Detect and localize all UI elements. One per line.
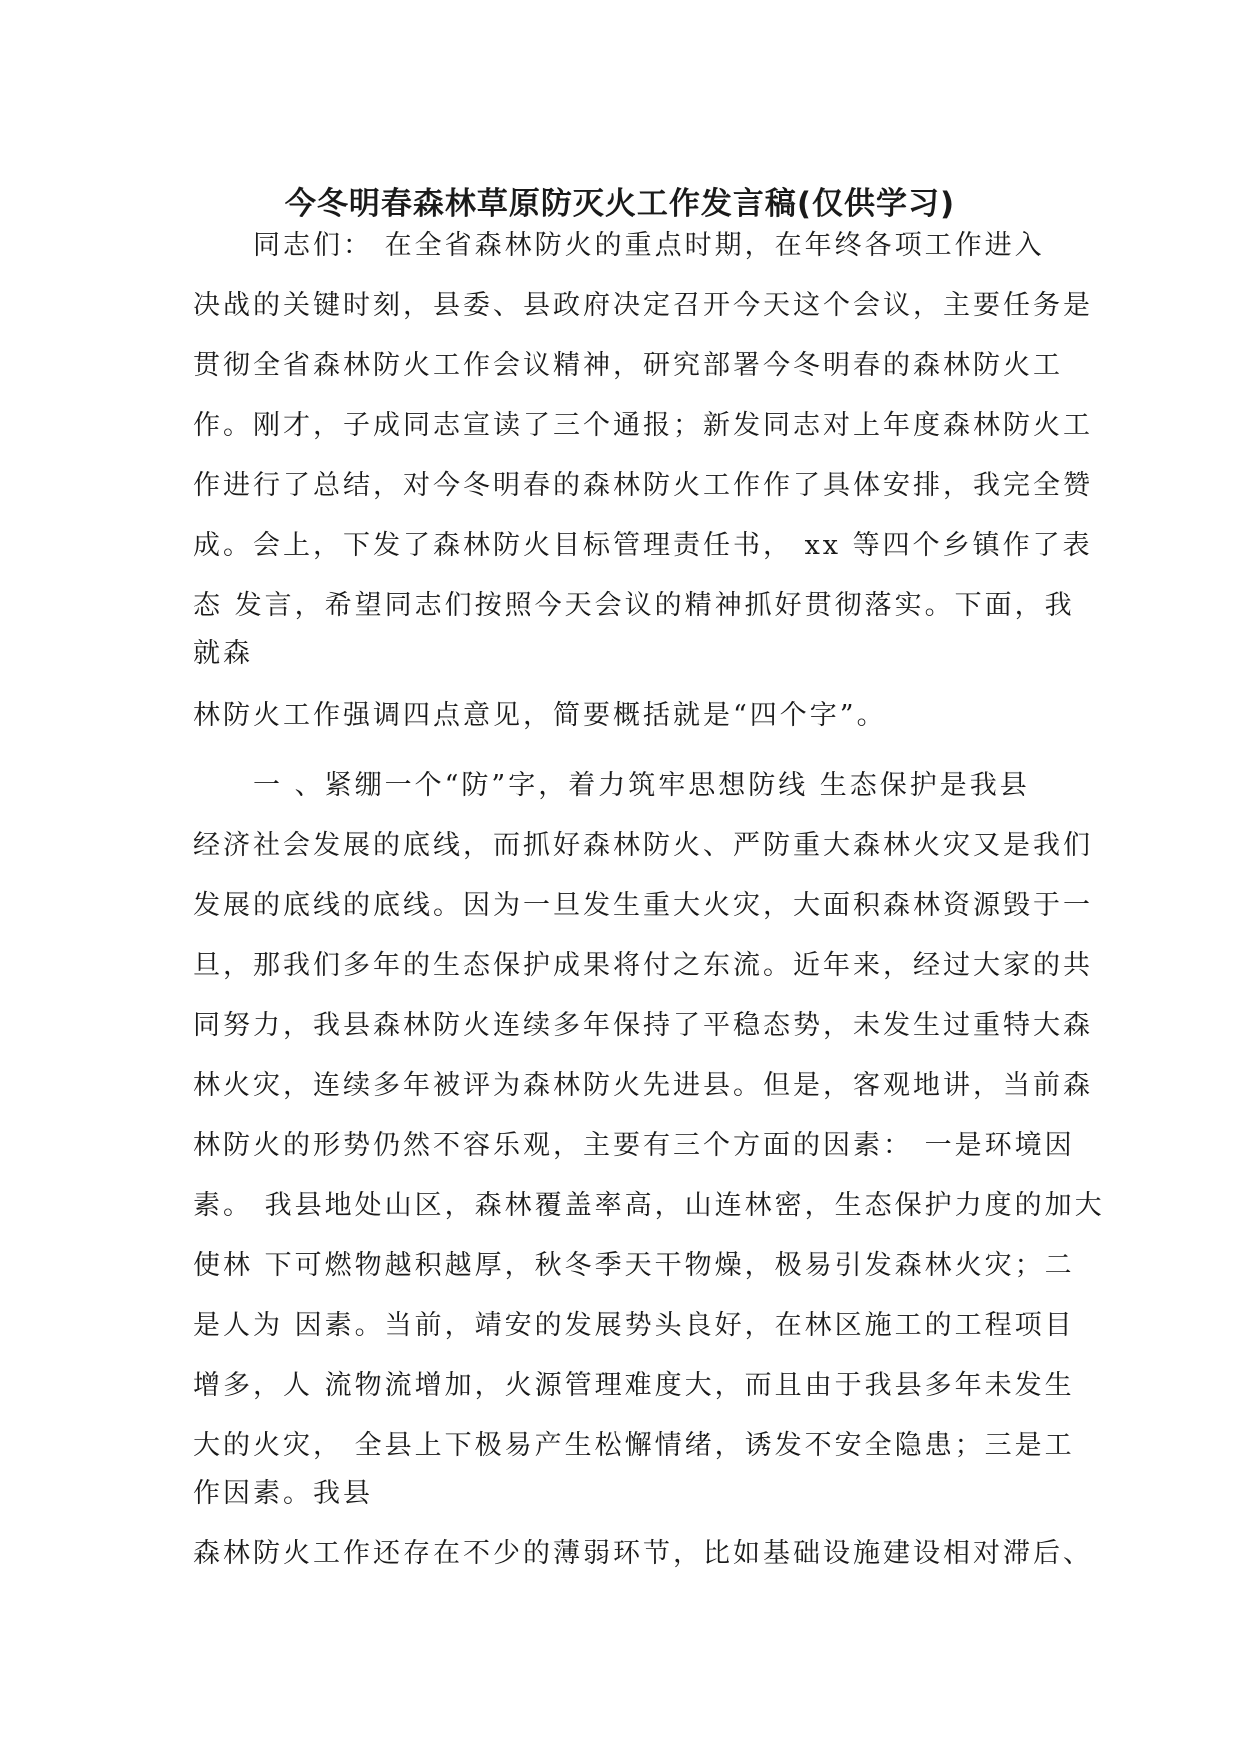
text-line: 同努力，我县森林防火连续多年保持了平稳态势，未发生过重特大森 — [193, 1010, 1093, 1041]
text-line: 增多，人 流物流增加，火源管理难度大，而且由于我县多年未发生 — [193, 1370, 1075, 1401]
text-line: 大的火灾， 全县上下极易产生松懈情绪，诱发不安全隐患；三是工 — [193, 1430, 1075, 1461]
document-title: 今冬明春森林草原防灭火工作发言稿(仅供学习) — [284, 186, 956, 222]
text-line: 作。刚才，子成同志宣读了三个通报；新发同志对上年度森林防火工 — [193, 410, 1093, 441]
text-line: 成。会上，下发了森林防火目标管理责任书， xx 等四个乡镇作了表 — [193, 530, 1093, 561]
text-line: 同志们： 在全省森林防火的重点时期，在年终各项工作进入 — [253, 230, 1045, 261]
text-line: 就森 — [193, 638, 253, 669]
text-line: 森林防火工作还存在不少的薄弱环节，比如基础设施建设相对滞后、 — [193, 1538, 1093, 1569]
text-line: 态 发言，希望同志们按照今天会议的精神抓好贯彻落实。下面，我 — [193, 590, 1075, 621]
text-line: 决战的关键时刻，县委、县政府决定召开今天这个会议，主要任务是 — [193, 290, 1093, 321]
text-line: 作因素。我县 — [193, 1478, 373, 1509]
text-line: 使林 下可燃物越积越厚，秋冬季天干物燥，极易引发森林火灾；二 — [193, 1250, 1075, 1281]
text-line: 林防火工作强调四点意见，简要概括就是“四个字”。 — [193, 700, 887, 731]
text-line: 是人为 因素。当前，靖安的发展势头良好，在林区施工的工程项目 — [193, 1310, 1075, 1341]
text-line: 贯彻全省森林防火工作会议精神，研究部署今冬明春的森林防火工 — [193, 350, 1063, 381]
text-line: 作进行了总结，对今冬明春的森林防火工作作了具体安排，我完全赞 — [193, 470, 1093, 501]
text-line: 林火灾，连续多年被评为森林防火先进县。但是，客观地讲，当前森 — [193, 1070, 1093, 1101]
text-line: 林防火的形势仍然不容乐观，主要有三个方面的因素： 一是环境因 — [193, 1130, 1075, 1161]
text-line: 旦，那我们多年的生态保护成果将付之东流。近年来，经过大家的共 — [193, 950, 1093, 981]
section-heading-line: 一 、紧绷一个“防”字，着力筑牢思想防线 生态保护是我县 — [253, 770, 1030, 801]
text-line: 发展的底线的底线。因为一旦发生重大火灾，大面积森林资源毁于一 — [193, 890, 1093, 921]
text-line: 经济社会发展的底线，而抓好森林防火、严防重大森林火灾又是我们 — [193, 830, 1093, 861]
text-line: 素。 我县地处山区，森林覆盖率高，山连林密，生态保护力度的加大 — [193, 1190, 1105, 1221]
